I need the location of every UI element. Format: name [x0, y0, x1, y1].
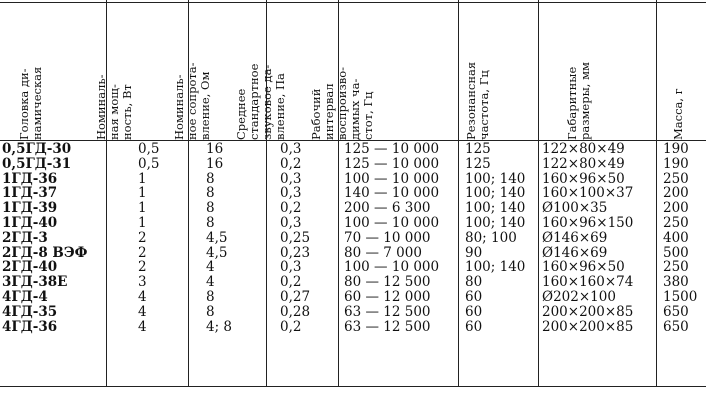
cell-dims: 160×100×37 [542, 185, 634, 202]
cell-power: 2 [138, 259, 147, 276]
cell-name: 2ГД-3 [2, 229, 48, 246]
cell-power: 4 [138, 318, 147, 335]
column-divider [656, 0, 657, 386]
cell-mass: 200 [663, 185, 689, 202]
column-divider [188, 0, 189, 386]
header-dims-text [566, 62, 592, 140]
header-line: Габаритные [565, 66, 579, 140]
column-dims [540, 142, 656, 334]
column-name [2, 142, 106, 334]
header-line: стот, Гц [361, 91, 375, 140]
header-resistance-text [173, 63, 212, 140]
cell-dims: 160×96×50 [542, 170, 625, 187]
cell-resistance: 8 [206, 185, 215, 202]
cell-resonance: 100; 140 [465, 170, 526, 187]
header-line: вление, Па [273, 73, 287, 140]
cell-name: 2ГД-8 ВЭФ [2, 244, 88, 261]
cell-freq: 80 — 7 000 [344, 244, 422, 261]
cell-dims: 160×160×74 [542, 274, 634, 291]
column-power [108, 142, 188, 334]
cell-name: 1ГД-40 [2, 214, 58, 231]
header-power-text [95, 74, 134, 140]
cell-mass: 500 [663, 244, 689, 261]
cell-dims: 160×96×50 [542, 259, 625, 276]
cell-dims: 200×200×85 [542, 318, 634, 335]
cell-freq: 140 — 10 000 [344, 185, 440, 202]
cell-pressure: 0,2 [280, 155, 302, 172]
cell-name: 4ГД-4 [2, 288, 48, 305]
cell-name: 2ГД-40 [2, 259, 58, 276]
cell-resonance: 60 [465, 288, 483, 305]
cell-resonance: 100; 140 [465, 185, 526, 202]
cell-resonance: 80; 100 [465, 229, 517, 246]
cell-dims: Ø146×69 [542, 229, 608, 246]
cell-resonance: 60 [465, 318, 483, 335]
cell-dims: Ø100×35 [542, 200, 608, 217]
cell-resistance: 8 [206, 200, 215, 217]
cell-pressure: 0,3 [280, 185, 302, 202]
cell-mass: 200 [663, 200, 689, 217]
cell-mass: 1500 [663, 288, 698, 305]
header-line: звуковое да- [260, 64, 274, 140]
cell-name: 1ГД-37 [2, 185, 58, 202]
cell-power: 2 [138, 244, 147, 261]
cell-resistance: 4,5 [206, 244, 228, 261]
header-freq-text [310, 67, 375, 140]
cell-pressure: 0,27 [280, 288, 311, 305]
cell-power: 1 [138, 214, 147, 231]
header-name [2, 4, 106, 142]
cell-mass: 250 [663, 170, 689, 187]
cell-resonance: 90 [465, 244, 483, 261]
cell-dims: Ø202×100 [542, 288, 616, 305]
cell-power: 3 [138, 274, 147, 291]
cell-pressure: 0,23 [280, 244, 311, 261]
header-pressure-text [235, 64, 287, 140]
header-line: Резонансная [464, 61, 478, 140]
cell-mass: 190 [663, 141, 689, 157]
cell-name: 4ГД-35 [2, 303, 58, 320]
column-divider [106, 0, 107, 386]
cell-freq: 100 — 10 000 [344, 170, 440, 187]
cell-name: 0,5ГД-31 [2, 155, 72, 172]
header-line: вление, Ом [198, 71, 212, 140]
header-line: воспроизво- [335, 66, 349, 140]
cell-resistance: 4; 8 [206, 318, 233, 335]
header-mass-text [672, 88, 685, 140]
cell-power: 2 [138, 229, 147, 246]
cell-mass: 250 [663, 259, 689, 276]
cell-resistance: 8 [206, 214, 215, 231]
header-line: Масса, г [671, 88, 685, 140]
cell-resonance: 100; 140 [465, 214, 526, 231]
cell-resonance: 100; 140 [465, 259, 526, 276]
cell-resonance: 100; 140 [465, 200, 526, 217]
cell-power: 1 [138, 185, 147, 202]
cell-dims: 122×80×49 [542, 141, 625, 157]
cell-mass: 400 [663, 229, 689, 246]
header-dims [540, 4, 656, 142]
cell-resistance: 16 [206, 141, 224, 157]
cell-pressure: 0,28 [280, 303, 311, 320]
header-mass [658, 4, 704, 142]
column-pressure [268, 142, 338, 334]
cell-power: 0,5 [138, 141, 160, 157]
header-line: интервал [322, 83, 336, 140]
cell-freq: 125 — 10 000 [344, 155, 440, 172]
header-resonance [460, 4, 538, 142]
cell-mass: 650 [663, 303, 689, 320]
header-line: стандартное [247, 63, 261, 140]
cell-pressure: 0,3 [280, 214, 302, 231]
cell-power: 1 [138, 170, 147, 187]
cell-power: 4 [138, 303, 147, 320]
cell-name: 0,5ГД-30 [2, 141, 72, 157]
cell-pressure: 0,3 [280, 170, 302, 187]
header-line: Головка ди- [17, 68, 31, 140]
column-resonance [460, 142, 538, 334]
cell-pressure: 0,2 [280, 274, 302, 291]
cell-dims: 160×96×150 [542, 214, 634, 231]
header-line: Среднее [234, 88, 248, 140]
column-divider [458, 0, 459, 386]
cell-pressure: 0,2 [280, 318, 302, 335]
cell-freq: 80 — 12 500 [344, 274, 431, 291]
column-freq [340, 142, 458, 334]
cell-pressure: 0,3 [280, 141, 302, 157]
header-line: ная мощ- [107, 84, 121, 140]
column-resistance [190, 142, 266, 334]
cell-power: 1 [138, 200, 147, 217]
cell-resistance: 4 [206, 259, 215, 276]
cell-pressure: 0,3 [280, 259, 302, 276]
cell-resistance: 4,5 [206, 229, 228, 246]
header-line: ное сопрота- [185, 62, 199, 140]
column-divider [338, 0, 339, 386]
cell-freq: 125 — 10 000 [344, 141, 440, 157]
cell-name: 1ГД-36 [2, 170, 58, 187]
header-line: ность, Вт [120, 84, 134, 140]
cell-freq: 63 — 12 500 [344, 318, 431, 335]
cell-resonance: 60 [465, 303, 483, 320]
cell-freq: 70 — 10 000 [344, 229, 431, 246]
cell-resonance: 125 [465, 141, 491, 157]
cell-dims: 200×200×85 [542, 303, 634, 320]
column-divider [266, 0, 267, 386]
cell-freq: 63 — 12 500 [344, 303, 431, 320]
cell-resistance: 8 [206, 170, 215, 187]
cell-resonance: 125 [465, 155, 491, 172]
column-divider [538, 0, 539, 386]
header-freq [309, 4, 458, 142]
cell-resistance: 8 [206, 303, 215, 320]
header-line: Номиналь- [172, 74, 186, 140]
header-resonance-text [465, 62, 491, 140]
header-line: димых ча- [348, 78, 362, 140]
cell-resistance: 4 [206, 274, 215, 291]
cell-pressure: 0,25 [280, 229, 311, 246]
cell-mass: 190 [663, 155, 689, 172]
cell-resistance: 8 [206, 288, 215, 305]
cell-freq: 60 — 12 000 [344, 288, 431, 305]
cell-mass: 380 [663, 274, 689, 291]
cell-mass: 250 [663, 214, 689, 231]
header-line: намическая [30, 66, 44, 140]
table-bottom-rule [0, 386, 706, 387]
cell-name: 4ГД-36 [2, 318, 58, 335]
cell-freq: 100 — 10 000 [344, 214, 440, 231]
cell-pressure: 0,2 [280, 200, 302, 217]
header-line: частота, Гц [477, 70, 491, 140]
cell-name: 1ГД-39 [2, 200, 58, 217]
cell-resonance: 80 [465, 274, 483, 291]
cell-power: 4 [138, 288, 147, 305]
header-line: Рабочий [309, 88, 323, 140]
cell-dims: 122×80×49 [542, 155, 625, 172]
cell-mass: 650 [663, 318, 689, 335]
cell-resistance: 16 [206, 155, 224, 172]
cell-dims: Ø146×69 [542, 244, 608, 261]
cell-freq: 100 — 10 000 [344, 259, 440, 276]
cell-freq: 200 — 6 300 [344, 200, 431, 217]
column-mass [658, 142, 704, 334]
header-name-text [18, 67, 44, 140]
cell-power: 0,5 [138, 155, 160, 172]
header-line: Номиналь- [94, 74, 108, 140]
cell-name: 3ГД-38Е [2, 274, 68, 291]
header-line: размеры, мм [578, 62, 592, 140]
